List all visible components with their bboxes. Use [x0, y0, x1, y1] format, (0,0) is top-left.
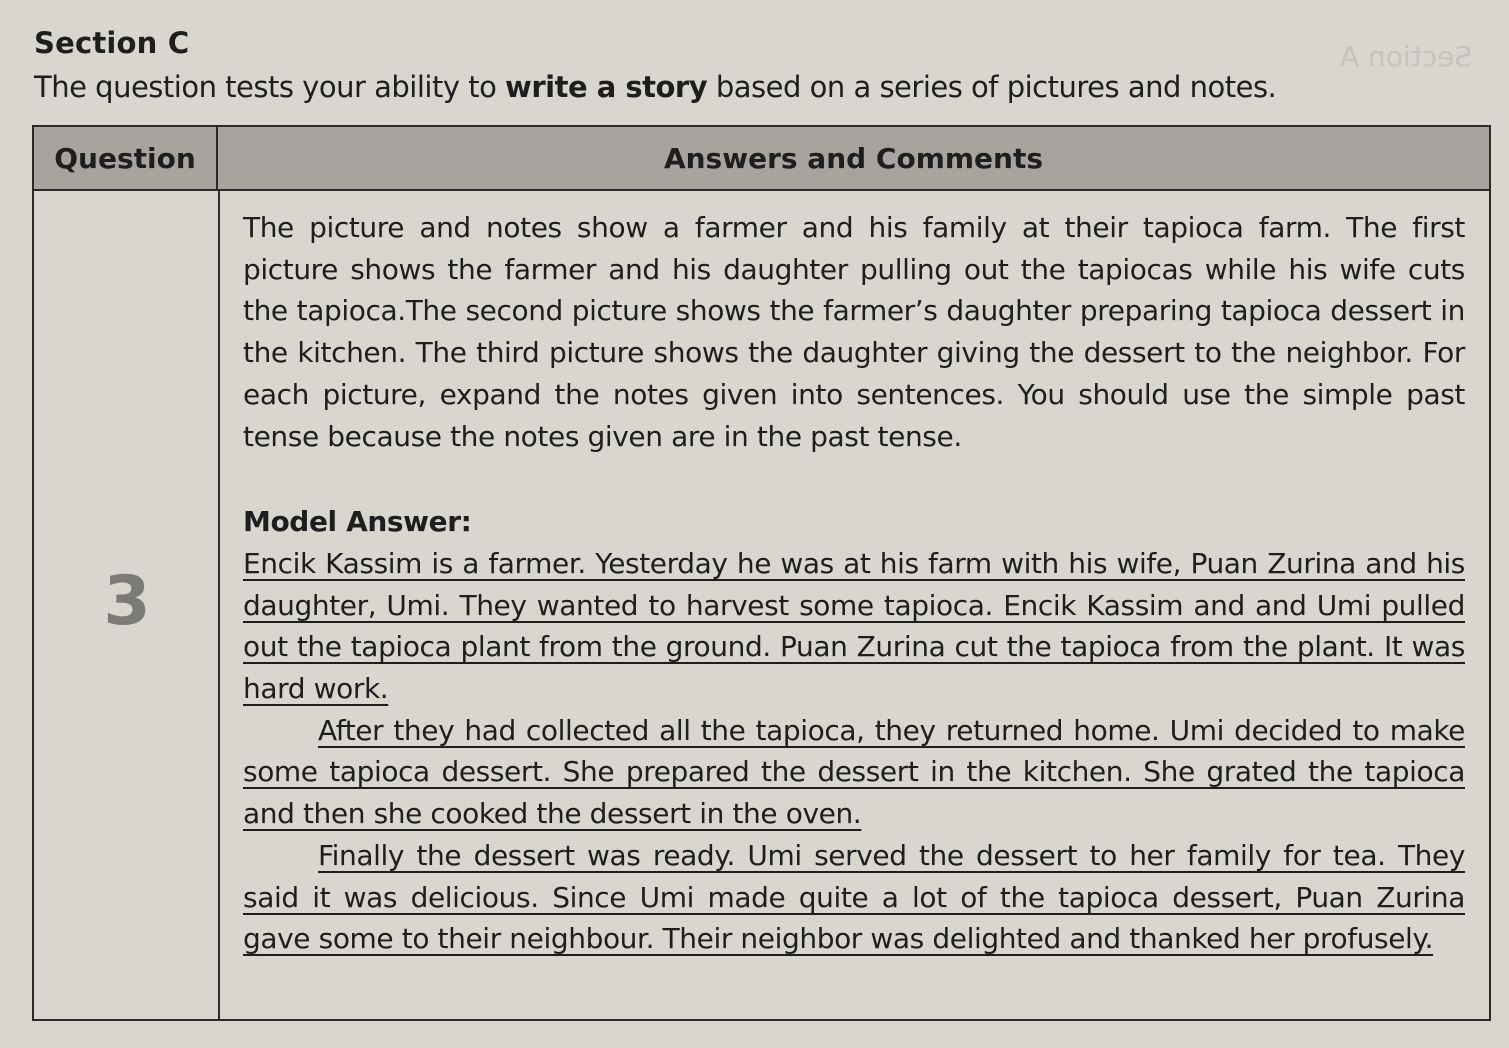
intro-after: based on a series of pictures and notes. — [707, 70, 1277, 104]
model-paragraph-1 — [243, 543, 1465, 710]
question-number: 3 — [103, 562, 149, 641]
section-title: Section C — [34, 26, 190, 60]
header-question: Question — [34, 127, 218, 189]
model-paragraph-1-text: Encik Kassim is a farmer. Yesterday he was at his farm with his wife, Puan Zurina and his daughter, Umi. They wanted to harvest some tapioca. Encik Kassim and and Umi pulled out the tapioca plant from the ground. Puan Zurina cut the tapioca from the plant. It was hard work. — [243, 546, 1465, 706]
model-paragraph-3 — [243, 835, 1465, 960]
intro-bold: write a story — [505, 70, 708, 104]
intro-before: The question tests your ability to — [34, 70, 506, 104]
model-answer-label: Model Answer: — [243, 505, 472, 539]
model-paragraph-2 — [243, 710, 1465, 835]
bleed-through-text: Section A — [1340, 40, 1473, 73]
model-answer — [243, 543, 1465, 960]
answers-table — [32, 125, 1491, 1021]
answer-content — [243, 207, 1465, 960]
table-header — [34, 127, 1489, 191]
explanation-paragraph: The picture and notes show a farmer and his family at their tapioca farm. The first picture shows the farmer and his daughter pulling out the tapiocas while his wife cuts the tapioca.The second picture shows the farmer’s daughter preparing tapioca dessert in the kitchen. The third picture shows the daughter giving the dessert to the neighbor. For each picture, expand the notes given into sentences. You should use the simple past tense because the notes given are in the past tense. — [243, 211, 1465, 453]
model-paragraph-2-text: After they had collected all the tapioca, they returned home. Umi decided to make some tapioca dessert. She prepared the dessert in the kitchen. She grated the tapioca and then she cooked the dessert in the oven. — [243, 713, 1465, 831]
column-divider — [218, 189, 220, 1019]
model-paragraph-3-text: Finally the dessert was ready. Umi served the dessert to her family for tea. They said it was delicious. Since Umi made quite a lot of the tapioca dessert, Puan Zurina gave some to their neighbour. Their neighbor was delighted and thanked her profusely. — [243, 838, 1465, 956]
intro-text — [34, 70, 1276, 104]
header-answers-comments: Answers and Comments — [663, 141, 1044, 175]
